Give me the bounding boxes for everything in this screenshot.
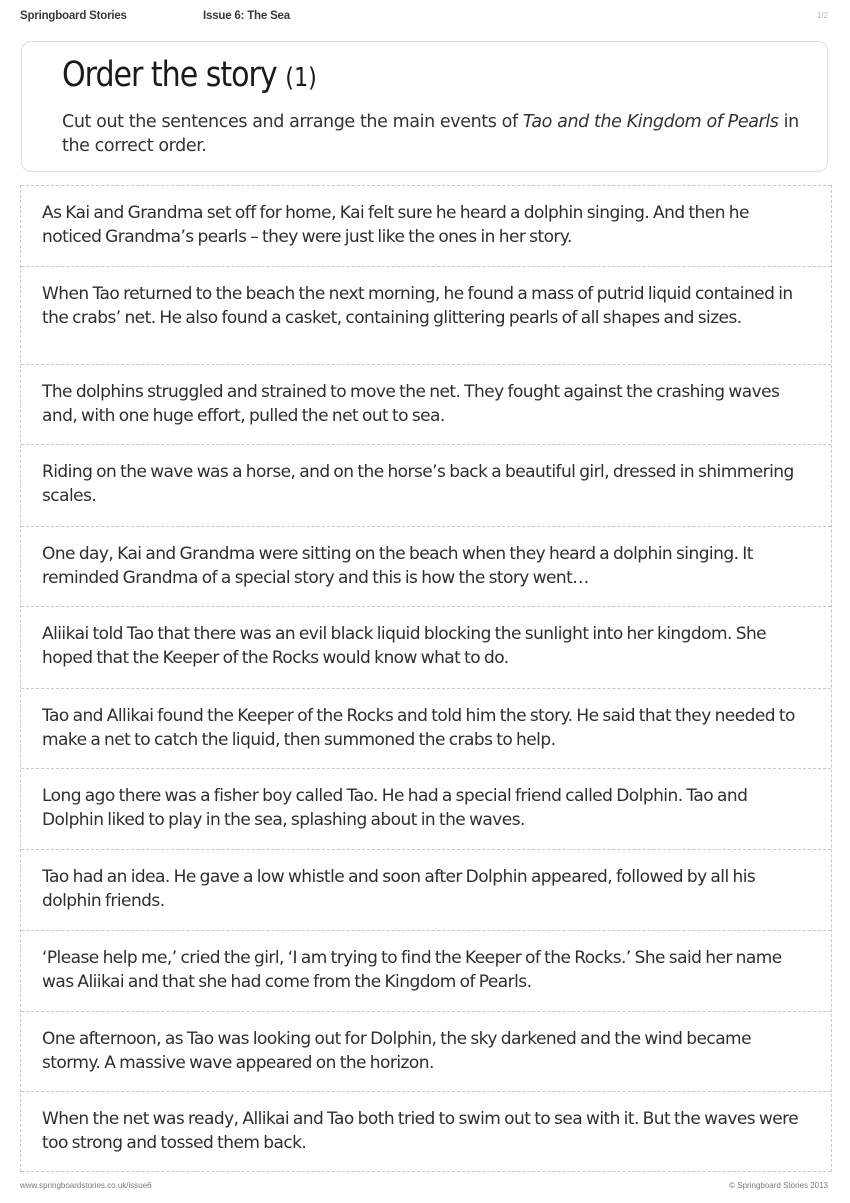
sentence-strip[interactable] [21, 364, 831, 444]
footer-url: www.springboardstories.co.uk/issue6 [20, 1181, 152, 1190]
sentence-strip[interactable] [21, 930, 831, 1011]
sentence-text: The dolphins struggled and strained to move the net. They fought against the crashing waves and, with one huge effort, pulled the net out to sea. [42, 382, 780, 426]
sentence-strip[interactable] [21, 1011, 831, 1091]
sentence-text: Riding on the wave was a horse, and on the horse’s back a beautiful girl, dressed in shimmering scales. [42, 462, 794, 506]
sentence-text: One afternoon, as Tao was looking out for Dolphin, the sky darkened and the wind became stormy. A massive wave appeared on the horizon. [42, 1029, 751, 1073]
sentence-strip[interactable] [21, 849, 831, 930]
instructions-text-end: in the correct order. [62, 112, 799, 156]
sentence-text: Long ago there was a fisher boy called Tao. He had a special friend called Dolphin. Tao and Dolphin liked to play in the sea, splashing about in the waves. [42, 786, 748, 830]
sentence-text: Tao and Allikai found the Keeper of the Rocks and told him the story. He said that they needed to make a net to catch the liquid, then summoned the crabs to help. [42, 706, 795, 750]
sentence-strip[interactable] [21, 606, 831, 688]
sentence-text: Aliikai told Tao that there was an evil black liquid blocking the sunlight into her kingdom. She hoped that the Keeper of the Rocks would know what to do. [42, 624, 767, 668]
book-title: Tao and the Kingdom of Pearls [522, 112, 779, 132]
sentence-text: One day, Kai and Grandma were sitting on the beach when they heard a dolphin singing. It reminded Grandma of a special story and this is how the story went… [42, 544, 753, 588]
sentence-strip[interactable] [21, 266, 831, 364]
footer-copyright: © Springboard Stories 2013 [729, 1181, 828, 1190]
instructions-text: Cut out the sentences and arrange the main events of [62, 112, 523, 132]
sentence-text: ‘Please help me,’ cried the girl, ‘I am trying to find the Keeper of the Rocks.’ She said her name was Aliikai and that she had come from the Kingdom of Pearls. [42, 948, 782, 992]
sentence-strip[interactable] [21, 688, 831, 768]
instructions [62, 110, 822, 158]
sentence-text: When the net was ready, Allikai and Tao both tried to swim out to sea with it. But the waves were too strong and tossed them back. [42, 1109, 799, 1153]
sentence-text: As Kai and Grandma set off for home, Kai felt sure he heard a dolphin singing. And then he noticed Grandma’s pearls – they were just like the ones in her story. [42, 203, 749, 247]
brand-name: Springboard Stories [20, 10, 127, 22]
sentence-strip[interactable] [21, 1091, 831, 1172]
page-number: 1/2 [817, 11, 829, 20]
issue-title: Issue 6: The Sea [203, 10, 290, 22]
cut-out-strips [20, 185, 832, 1172]
activity-header-box [21, 41, 828, 172]
sentence-strip[interactable] [21, 185, 831, 266]
sentence-text: Tao had an idea. He gave a low whistle and soon after Dolphin appeared, followed by all his dolphin friends. [42, 867, 756, 911]
page-header [0, 0, 850, 34]
sentence-strip[interactable] [21, 444, 831, 526]
title-text: Order the story [62, 55, 277, 95]
sentence-strip[interactable] [21, 526, 831, 606]
sentence-text: When Tao returned to the beach the next morning, he found a mass of putrid liquid contained in the crabs’ net. He also found a casket, containing glittering pearls of all shapes and sizes. [42, 284, 793, 328]
title-number: (1) [285, 63, 317, 93]
page-title [62, 55, 317, 95]
sentence-strip[interactable] [21, 768, 831, 849]
